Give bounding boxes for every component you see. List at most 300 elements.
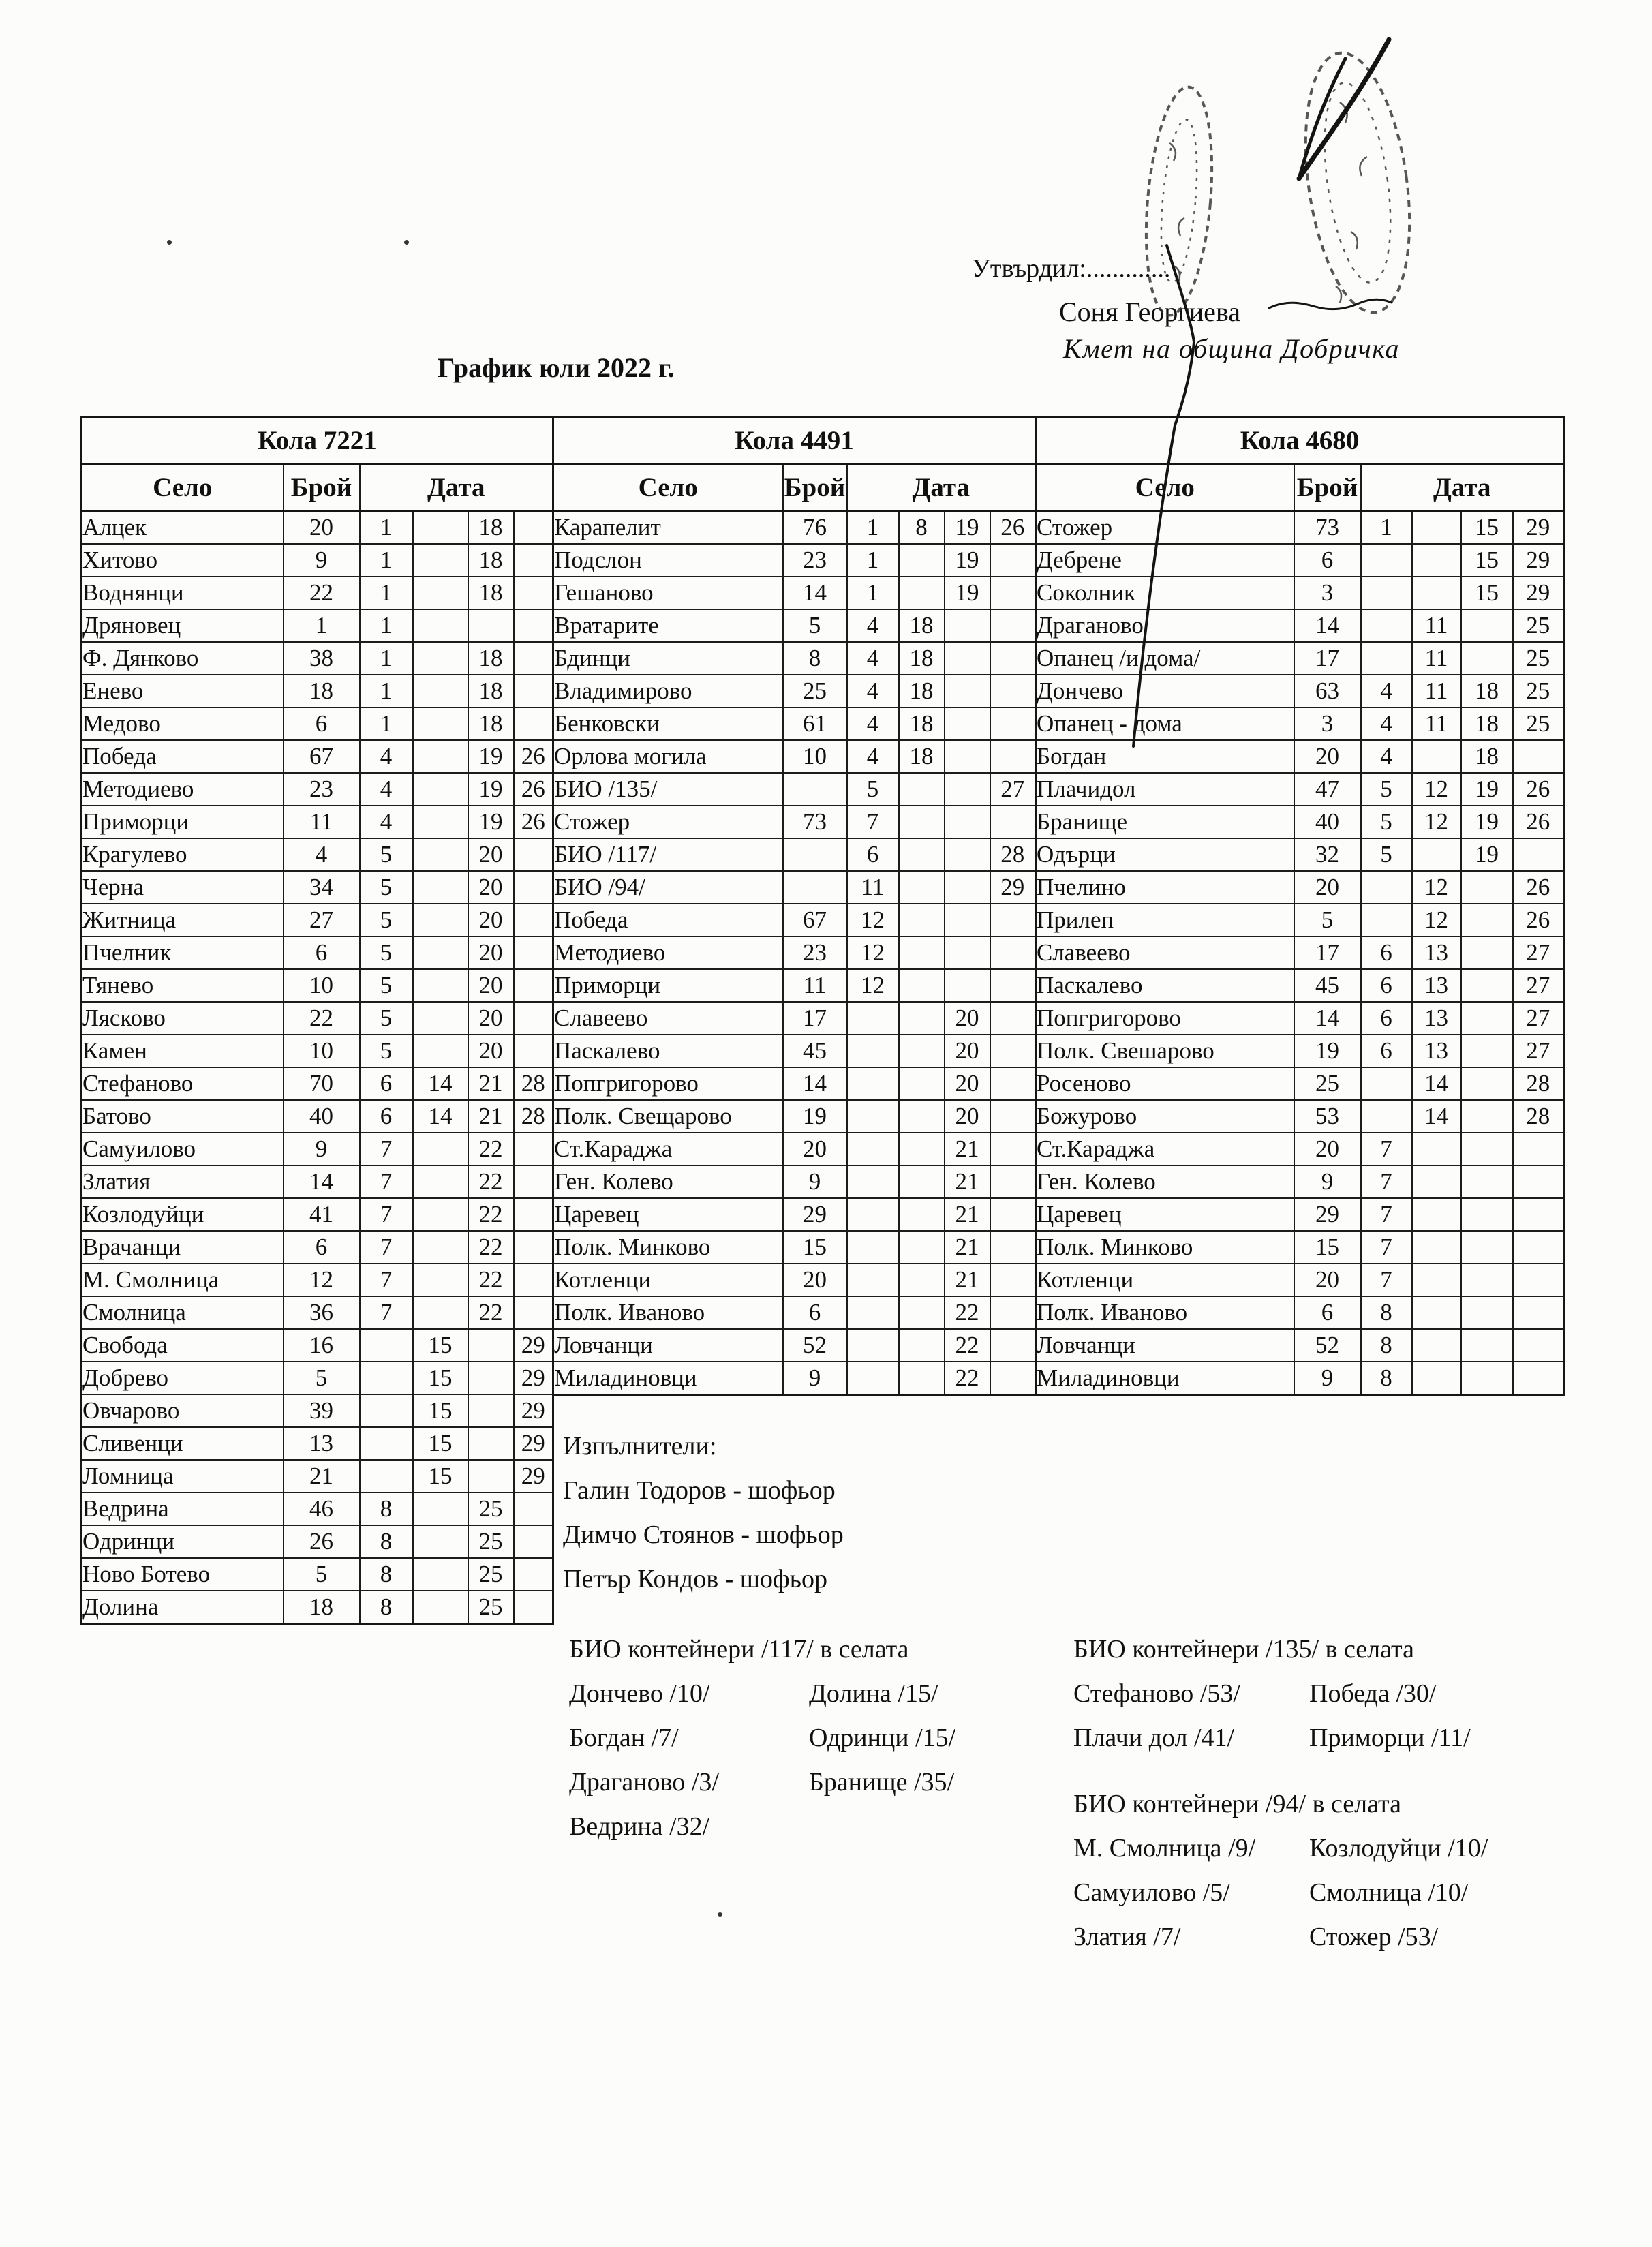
village-cell: Орлова могила [553,740,783,773]
date-cell [413,1558,468,1591]
date-cell: 27 [990,773,1036,806]
table-row [1036,1035,1564,1067]
date-cell [413,1035,468,1067]
date-cell [945,936,990,969]
date-cell: 12 [1412,904,1461,936]
date-cell [1461,1296,1513,1329]
date-cell: 18 [1461,675,1513,707]
date-cell: 19 [945,544,990,577]
count-cell [783,773,847,806]
village-cell: Паскалево [1036,969,1294,1002]
date-cell [514,1525,553,1558]
date-cell [847,1067,899,1100]
column-header-date: Дата [1361,464,1564,511]
count-cell: 41 [284,1198,360,1231]
date-cell [990,969,1036,1002]
date-cell [514,1198,553,1231]
date-cell [413,936,468,969]
date-cell: 28 [514,1067,553,1100]
date-cell: 25 [1513,707,1564,740]
table-row [553,806,1036,838]
count-cell: 20 [1294,1133,1361,1165]
count-cell: 20 [1294,871,1361,904]
bio-village-count: М. Смолница /9/ [1073,1834,1256,1863]
date-cell [945,904,990,936]
village-cell: Котленци [1036,1264,1294,1296]
date-cell [413,675,468,707]
village-cell: Стефаново [82,1067,284,1100]
date-cell [1361,871,1412,904]
table-row [1036,707,1564,740]
date-cell: 29 [990,871,1036,904]
date-cell [1461,904,1513,936]
date-cell [899,1296,945,1329]
date-cell [413,740,468,773]
table-title: Кола 7221 [82,417,553,464]
date-cell: 1 [847,577,899,609]
date-cell: 18 [468,675,514,707]
count-cell: 36 [284,1296,360,1329]
count-cell: 47 [1294,773,1361,806]
table-row [1036,1198,1564,1231]
count-cell: 16 [284,1329,360,1362]
date-cell [514,1035,553,1067]
date-cell [1412,1264,1461,1296]
table-row [553,577,1036,609]
table-row [82,1165,553,1198]
date-cell [945,740,990,773]
table-title: Кола 4491 [553,417,1036,464]
page-title: График юли 2022 г. [438,352,675,383]
date-cell: 1 [360,642,413,675]
date-cell: 4 [360,740,413,773]
count-cell: 38 [284,642,360,675]
bio-village-count: Стожер /53/ [1309,1923,1439,1951]
date-cell [468,1394,514,1427]
date-cell: 1 [847,544,899,577]
date-cell: 25 [468,1591,514,1624]
village-cell: Ловчанци [1036,1329,1294,1362]
count-cell: 6 [783,1296,847,1329]
date-cell [847,1035,899,1067]
count-cell: 18 [284,675,360,707]
date-cell: 6 [360,1100,413,1133]
count-cell: 34 [284,871,360,904]
bio-section-117 [569,1627,955,1849]
date-cell [847,1296,899,1329]
date-cell: 20 [468,969,514,1002]
date-cell [945,806,990,838]
date-cell: 29 [1513,544,1564,577]
date-cell [413,1198,468,1231]
count-cell: 29 [783,1198,847,1231]
date-cell: 19 [1461,806,1513,838]
count-cell: 19 [1294,1035,1361,1067]
date-cell [945,838,990,871]
count-cell: 45 [783,1035,847,1067]
date-cell [1461,1067,1513,1100]
village-cell: Методиево [553,936,783,969]
date-cell: 1 [360,544,413,577]
date-cell [1461,1231,1513,1264]
village-cell: Плачидол [1036,773,1294,806]
count-cell: 22 [284,1002,360,1035]
date-cell [1461,936,1513,969]
date-cell [990,642,1036,675]
count-cell: 52 [783,1329,847,1362]
date-cell [899,1329,945,1362]
date-cell [1513,1133,1564,1165]
date-cell [945,609,990,642]
date-cell [413,1493,468,1525]
date-cell: 20 [468,871,514,904]
village-cell: Стожер [1036,511,1294,545]
village-cell: Козлодуйци [82,1198,284,1231]
table-row [82,936,553,969]
date-cell: 21 [945,1165,990,1198]
date-cell: 7 [360,1296,413,1329]
date-cell: 19 [945,511,990,545]
village-cell: Методиево [82,773,284,806]
date-cell: 11 [1412,609,1461,642]
village-cell: Крагулево [82,838,284,871]
village-cell: Полк. Минково [553,1231,783,1264]
village-cell: БИО /117/ [553,838,783,871]
executors-block [563,1424,844,1602]
table-title-row [82,417,553,464]
bio-village-count: Бранище /35/ [809,1768,955,1797]
table-row [1036,1100,1564,1133]
village-cell: Ген. Колево [553,1165,783,1198]
table-row [82,740,553,773]
table-row [82,1067,553,1100]
date-cell [1513,1198,1564,1231]
date-cell [514,1296,553,1329]
date-cell [514,936,553,969]
count-cell: 22 [284,577,360,609]
bio-section-list [569,1672,955,1849]
date-cell: 20 [468,1002,514,1035]
date-cell [413,969,468,1002]
date-cell [945,871,990,904]
village-cell: Воднянци [82,577,284,609]
count-cell: 46 [284,1493,360,1525]
bio-village-count: Драганово /3/ [569,1768,719,1797]
date-cell [413,838,468,871]
date-cell [990,1100,1036,1133]
date-cell: 1 [360,609,413,642]
table-row [82,838,553,871]
date-cell: 13 [1412,936,1461,969]
date-cell: 4 [360,773,413,806]
date-cell [945,642,990,675]
table-row [1036,1133,1564,1165]
column-header-village: Село [1036,464,1294,511]
scan-speck [167,240,172,245]
table-row [553,904,1036,936]
date-cell: 8 [1361,1362,1412,1395]
column-header-row [82,464,553,511]
count-cell: 21 [284,1460,360,1493]
table-row [82,806,553,838]
table-row [82,1198,553,1231]
date-cell [1461,609,1513,642]
column-header-village: Село [82,464,284,511]
bio-village-count: Дончево /10/ [569,1679,710,1708]
table-row [82,1100,553,1133]
date-cell: 11 [1412,642,1461,675]
date-cell: 13 [1412,969,1461,1002]
table-row [553,544,1036,577]
table-row [1036,1296,1564,1329]
date-cell: 18 [468,642,514,675]
date-cell: 18 [468,544,514,577]
date-cell [1412,1329,1461,1362]
table-row [553,740,1036,773]
village-cell: Ведрина [82,1493,284,1525]
village-cell: Ген. Колево [1036,1165,1294,1198]
village-cell: Богдан [1036,740,1294,773]
date-cell [990,740,1036,773]
date-cell: 8 [899,511,945,545]
count-cell: 14 [783,577,847,609]
date-cell [514,1231,553,1264]
date-cell: 4 [847,675,899,707]
date-cell [413,773,468,806]
table-row [553,1165,1036,1198]
bio-village-count: Одринци /15/ [809,1724,956,1752]
table-row [82,511,553,545]
table-title-row [553,417,1036,464]
count-cell: 6 [284,707,360,740]
date-cell [413,871,468,904]
count-cell: 1 [284,609,360,642]
date-cell [899,936,945,969]
date-cell [1361,1067,1412,1100]
date-cell: 6 [1361,969,1412,1002]
count-cell: 29 [1294,1198,1361,1231]
village-cell: БИО /94/ [553,871,783,904]
table-row [1036,1264,1564,1296]
date-cell: 4 [1361,740,1412,773]
count-cell: 12 [284,1264,360,1296]
date-cell: 25 [468,1525,514,1558]
date-cell [1412,1362,1461,1395]
village-cell: Самуилово [82,1133,284,1165]
count-cell: 20 [1294,740,1361,773]
date-cell: 5 [360,1035,413,1067]
table-row [82,773,553,806]
schedule-table-kola-7221 [80,416,554,1625]
bio-village-count: Самуилово /5/ [1073,1878,1230,1907]
date-cell [1361,577,1412,609]
date-cell: 11 [1412,675,1461,707]
date-cell [360,1329,413,1362]
date-cell: 21 [945,1231,990,1264]
village-cell: БИО /135/ [553,773,783,806]
count-cell: 15 [783,1231,847,1264]
date-cell [514,1493,553,1525]
village-cell: Овчарово [82,1394,284,1427]
date-cell: 15 [413,1460,468,1493]
table-row [553,1329,1036,1362]
date-cell [413,707,468,740]
date-cell [899,969,945,1002]
village-cell: Попгригорово [1036,1002,1294,1035]
date-cell [1461,1264,1513,1296]
date-cell [413,1165,468,1198]
village-cell: Опанец - дома [1036,707,1294,740]
date-cell [514,1591,553,1624]
date-cell: 18 [899,675,945,707]
date-cell: 29 [514,1394,553,1427]
date-cell: 29 [514,1460,553,1493]
date-cell [1361,544,1412,577]
date-cell: 5 [360,838,413,871]
table-row [553,1100,1036,1133]
village-cell: Тянево [82,969,284,1002]
date-cell: 12 [847,969,899,1002]
table-row [82,1591,553,1624]
date-cell [413,1231,468,1264]
count-cell: 20 [284,511,360,545]
table-row [82,577,553,609]
date-cell: 26 [1513,773,1564,806]
count-cell: 18 [284,1591,360,1624]
date-cell: 18 [899,707,945,740]
date-cell [514,838,553,871]
table-row [82,1394,553,1427]
date-cell [1461,871,1513,904]
date-cell [899,1133,945,1165]
date-cell: 7 [1361,1231,1412,1264]
village-cell: Дебрене [1036,544,1294,577]
date-cell: 13 [1412,1002,1461,1035]
village-cell: Полк. Свещарово [553,1100,783,1133]
date-cell: 6 [1361,1002,1412,1035]
table-row [82,871,553,904]
table-row [553,838,1036,871]
date-cell: 5 [360,936,413,969]
date-cell: 21 [945,1264,990,1296]
bio-village-count: Приморци /11/ [1309,1724,1471,1752]
date-cell [945,773,990,806]
bio-section-list [1073,1826,1488,1959]
date-cell: 6 [1361,1035,1412,1067]
bio-village-count: Ведрина /32/ [569,1812,710,1841]
date-cell [1513,740,1564,773]
date-cell: 28 [1513,1067,1564,1100]
date-cell [468,1362,514,1394]
date-cell: 8 [360,1493,413,1525]
executors-heading: Изпълнители: [563,1432,717,1461]
date-cell [1412,577,1461,609]
count-cell: 52 [1294,1329,1361,1362]
date-cell [514,642,553,675]
schedule-table-kola-4491 [552,416,1037,1396]
village-cell: Бдинци [553,642,783,675]
table-row [553,1231,1036,1264]
bio-village-count [809,1805,955,1849]
bio-village-count: Долина /15/ [809,1679,938,1708]
table-title: Кола 4680 [1036,417,1564,464]
village-cell: Соколник [1036,577,1294,609]
date-cell [360,1394,413,1427]
table-row [1036,642,1564,675]
date-cell [1461,969,1513,1002]
village-cell: Ф. Дянково [82,642,284,675]
date-cell: 19 [1461,838,1513,871]
count-cell: 5 [1294,904,1361,936]
date-cell: 1 [360,707,413,740]
date-cell: 5 [360,1002,413,1035]
table-row [82,1133,553,1165]
date-cell [1461,1002,1513,1035]
date-cell [514,1558,553,1591]
date-cell [847,1329,899,1362]
date-cell [360,1460,413,1493]
table-row [1036,904,1564,936]
date-cell [990,1002,1036,1035]
date-cell: 27 [1513,936,1564,969]
date-cell: 29 [514,1427,553,1460]
date-cell: 29 [514,1362,553,1394]
table-row [1036,936,1564,969]
date-cell: 15 [413,1427,468,1460]
date-cell [990,1231,1036,1264]
count-cell: 20 [783,1264,847,1296]
table-body [1036,511,1564,1395]
date-cell [945,675,990,707]
bio-village-count: Златия /7/ [1073,1923,1181,1951]
date-cell: 26 [990,511,1036,545]
round-stamp-right-icon [1291,46,1424,319]
date-cell [847,1133,899,1165]
date-cell: 5 [360,969,413,1002]
table-row [553,1067,1036,1100]
table-row [1036,1329,1564,1362]
count-cell [783,838,847,871]
count-cell: 39 [284,1394,360,1427]
date-cell: 7 [1361,1264,1412,1296]
village-cell: Пчелник [82,936,284,969]
count-cell: 32 [1294,838,1361,871]
count-cell: 6 [284,936,360,969]
table-row [553,969,1036,1002]
column-header-village: Село [553,464,783,511]
bio-section-135 [1073,1627,1471,1760]
count-cell: 40 [1294,806,1361,838]
date-cell: 15 [1461,544,1513,577]
village-cell: Полк. Иваново [553,1296,783,1329]
date-cell [514,969,553,1002]
date-cell [1513,1329,1564,1362]
bio-section-title: БИО контейнери /135/ в селата [1073,1635,1414,1664]
count-cell: 9 [1294,1362,1361,1395]
date-cell: 19 [945,577,990,609]
count-cell: 23 [783,936,847,969]
village-cell: Сливенци [82,1427,284,1460]
count-cell: 76 [783,511,847,545]
village-cell: Долина [82,1591,284,1624]
table-row [82,969,553,1002]
village-cell: Стожер [553,806,783,838]
date-cell: 15 [413,1362,468,1394]
bio-village-count: Смолница /10/ [1309,1878,1469,1907]
date-cell: 14 [1412,1067,1461,1100]
date-cell [413,577,468,609]
table-row [82,1362,553,1394]
